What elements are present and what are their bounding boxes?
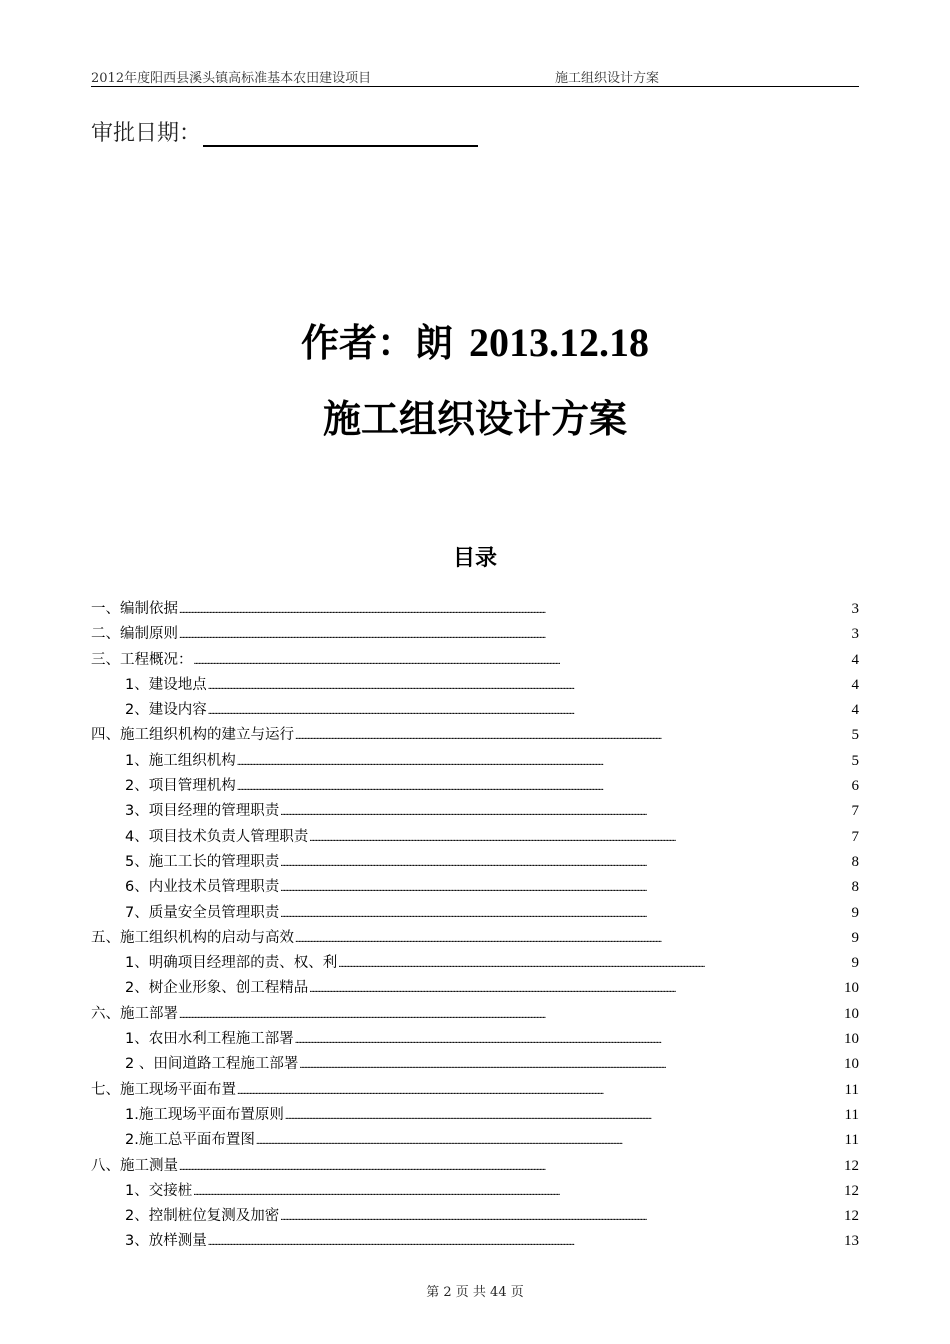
toc-entry[interactable] bbox=[91, 951, 859, 976]
toc-entry-page-number: 8 bbox=[851, 853, 859, 870]
author-line bbox=[0, 312, 950, 367]
toc-entry-page-number: 4 bbox=[851, 651, 859, 668]
toc-heading: 目录 bbox=[452, 546, 497, 571]
toc-dot-leader bbox=[237, 756, 851, 768]
toc-dot-leader bbox=[237, 1085, 844, 1097]
toc-dot-leader bbox=[280, 857, 850, 869]
toc-entry-page-number: 10 bbox=[844, 1056, 859, 1073]
toc-entry-page-number: 3 bbox=[851, 601, 859, 617]
toc-entry[interactable] bbox=[91, 749, 859, 774]
toc-dot-leader bbox=[309, 983, 843, 995]
toc-entry-title: 2、控制桩位复测及加密 bbox=[125, 1208, 280, 1225]
toc-entry-page-number: 7 bbox=[851, 828, 859, 845]
toc-entry-page-number: 12 bbox=[844, 1182, 859, 1199]
toc-entry-page-number: 11 bbox=[844, 1081, 859, 1098]
toc-entry-page-number: 6 bbox=[851, 778, 859, 795]
toc-dot-leader bbox=[208, 1236, 843, 1248]
toc-dot-leader bbox=[208, 705, 851, 717]
toc-dot-leader bbox=[309, 832, 850, 844]
toc-dot-leader bbox=[285, 1110, 844, 1122]
toc-dot-leader bbox=[193, 1186, 843, 1198]
toc-dot-leader bbox=[280, 806, 850, 818]
toc-entry-page-number: 13 bbox=[844, 1233, 859, 1250]
toc-entry[interactable] bbox=[91, 1229, 859, 1254]
toc-entry[interactable] bbox=[91, 1154, 859, 1179]
toc-entry[interactable] bbox=[91, 774, 859, 799]
toc-entry[interactable] bbox=[91, 1002, 859, 1027]
toc-entry-title: 四、施工组织机构的建立与运行 bbox=[91, 727, 294, 744]
toc-entry[interactable] bbox=[91, 622, 859, 647]
toc-entry-title: 1、建设地点 bbox=[125, 676, 207, 693]
toc-entry[interactable] bbox=[91, 1052, 859, 1077]
toc-dot-leader bbox=[280, 1211, 843, 1223]
toc-entry-title: 4、项目技术负责人管理职责 bbox=[125, 828, 309, 845]
toc-entry-title: 五、施工组织机构的启动与高效 bbox=[91, 929, 294, 946]
toc-entry-title: 三、工程概况： bbox=[91, 651, 193, 668]
toc-dot-leader bbox=[295, 933, 851, 945]
toc-entry-title: 3、放样测量 bbox=[125, 1233, 207, 1250]
toc-entry[interactable] bbox=[91, 597, 859, 622]
table-of-contents bbox=[91, 597, 859, 1255]
toc-entry[interactable] bbox=[91, 1128, 859, 1153]
toc-entry-page-number: 10 bbox=[844, 1031, 859, 1048]
toc-entry-page-number: 9 bbox=[851, 929, 859, 946]
toc-entry-page-number: 11 bbox=[844, 1132, 859, 1149]
toc-entry-title: 6、内业技术员管理职责 bbox=[125, 879, 280, 896]
toc-dot-leader bbox=[280, 908, 850, 920]
toc-entry-title: 5、施工工长的管理职责 bbox=[125, 853, 280, 870]
toc-entry-title: 2、建设内容 bbox=[125, 702, 207, 719]
toc-entry[interactable] bbox=[91, 825, 859, 850]
toc-entry-page-number: 5 bbox=[851, 752, 859, 769]
toc-entry[interactable] bbox=[91, 976, 859, 1001]
toc-entry-page-number: 4 bbox=[851, 676, 859, 693]
toc-entry-title: 二、编制原则 bbox=[91, 626, 178, 643]
document-title: 施工组织设计方案 bbox=[322, 397, 627, 441]
toc-entry-page-number: 12 bbox=[844, 1157, 859, 1174]
toc-dot-leader bbox=[299, 1059, 843, 1071]
toc-dot-leader bbox=[179, 1009, 843, 1021]
toc-entry[interactable] bbox=[91, 875, 859, 900]
approval-date-label: 审批日期： bbox=[91, 121, 202, 146]
toc-entry[interactable] bbox=[91, 648, 859, 673]
toc-entry-title: 1、交接桩 bbox=[125, 1182, 193, 1199]
toc-entry-title: 七、施工现场平面布置 bbox=[91, 1081, 236, 1098]
toc-dot-leader bbox=[179, 1161, 843, 1173]
toc-entry-page-number: 8 bbox=[851, 879, 859, 896]
toc-entry-title: 一、编制依据 bbox=[91, 601, 178, 617]
toc-entry-title: 1、施工组织机构 bbox=[125, 752, 236, 769]
toc-entry-title: 2.施工总平面布置图 bbox=[125, 1132, 255, 1149]
toc-entry[interactable] bbox=[91, 1078, 859, 1103]
approval-date-field bbox=[91, 116, 478, 147]
toc-entry[interactable] bbox=[91, 698, 859, 723]
toc-dot-leader bbox=[256, 1135, 844, 1147]
toc-entry-page-number: 3 bbox=[851, 626, 859, 643]
toc-entry-page-number: 7 bbox=[851, 803, 859, 820]
toc-entry[interactable] bbox=[91, 901, 859, 926]
toc-entry-title: 六、施工部署 bbox=[91, 1005, 178, 1022]
header-project-name: 2012年度阳西县溪头镇高标准基本农田建设项目 bbox=[91, 71, 372, 86]
toc-entry[interactable] bbox=[91, 1103, 859, 1128]
toc-entry[interactable] bbox=[91, 926, 859, 951]
toc-entry[interactable] bbox=[91, 673, 859, 698]
toc-dot-leader bbox=[179, 604, 851, 616]
toc-entry-title: 7、质量安全员管理职责 bbox=[125, 904, 280, 921]
toc-entry-title: 2 、田间道路工程施工部署 bbox=[125, 1056, 299, 1073]
toc-entry-title: 八、施工测量 bbox=[91, 1157, 178, 1174]
toc-dot-leader bbox=[280, 882, 850, 894]
author-label: 作者：朗 bbox=[300, 321, 453, 365]
toc-entry-title: 2、树企业形象、创工程精品 bbox=[125, 980, 309, 997]
toc-dot-leader bbox=[194, 655, 851, 667]
toc-entry-page-number: 10 bbox=[844, 980, 859, 997]
toc-entry[interactable] bbox=[91, 1027, 859, 1052]
toc-dot-leader bbox=[338, 958, 850, 970]
toc-entry-title: 2、项目管理机构 bbox=[125, 778, 236, 795]
toc-entry-title: 1.施工现场平面布置原则 bbox=[125, 1106, 284, 1123]
approval-date-blank-line bbox=[203, 125, 478, 147]
toc-dot-leader bbox=[295, 1034, 843, 1046]
toc-entry[interactable] bbox=[91, 723, 859, 748]
toc-entry-page-number: 9 bbox=[851, 955, 859, 972]
toc-entry[interactable] bbox=[91, 799, 859, 824]
toc-entry-page-number: 4 bbox=[851, 702, 859, 719]
toc-entry-title: 1、明确项目经理部的责、权、利 bbox=[125, 955, 338, 972]
toc-entry-page-number: 5 bbox=[851, 727, 859, 744]
author-date: 2013.12.18 bbox=[469, 320, 649, 365]
toc-entry-page-number: 10 bbox=[844, 1005, 859, 1022]
toc-entry[interactable] bbox=[91, 850, 859, 875]
toc-entry-page-number: 9 bbox=[851, 904, 859, 921]
page-footer: 第 2 页 共 44 页 bbox=[426, 1285, 524, 1300]
toc-dot-leader bbox=[237, 781, 851, 793]
toc-entry-title: 1、农田水利工程施工部署 bbox=[125, 1031, 294, 1048]
toc-entry-title: 3、项目经理的管理职责 bbox=[125, 803, 280, 820]
toc-dot-leader bbox=[208, 680, 851, 692]
toc-dot-leader bbox=[179, 629, 851, 641]
page-header bbox=[91, 66, 859, 87]
header-document-name: 施工组织设计方案 bbox=[555, 71, 660, 86]
toc-entry-page-number: 12 bbox=[844, 1208, 859, 1225]
toc-entry[interactable] bbox=[91, 1179, 859, 1204]
toc-entry[interactable] bbox=[91, 1204, 859, 1229]
toc-dot-leader bbox=[295, 730, 851, 742]
toc-entry-page-number: 11 bbox=[844, 1106, 859, 1123]
